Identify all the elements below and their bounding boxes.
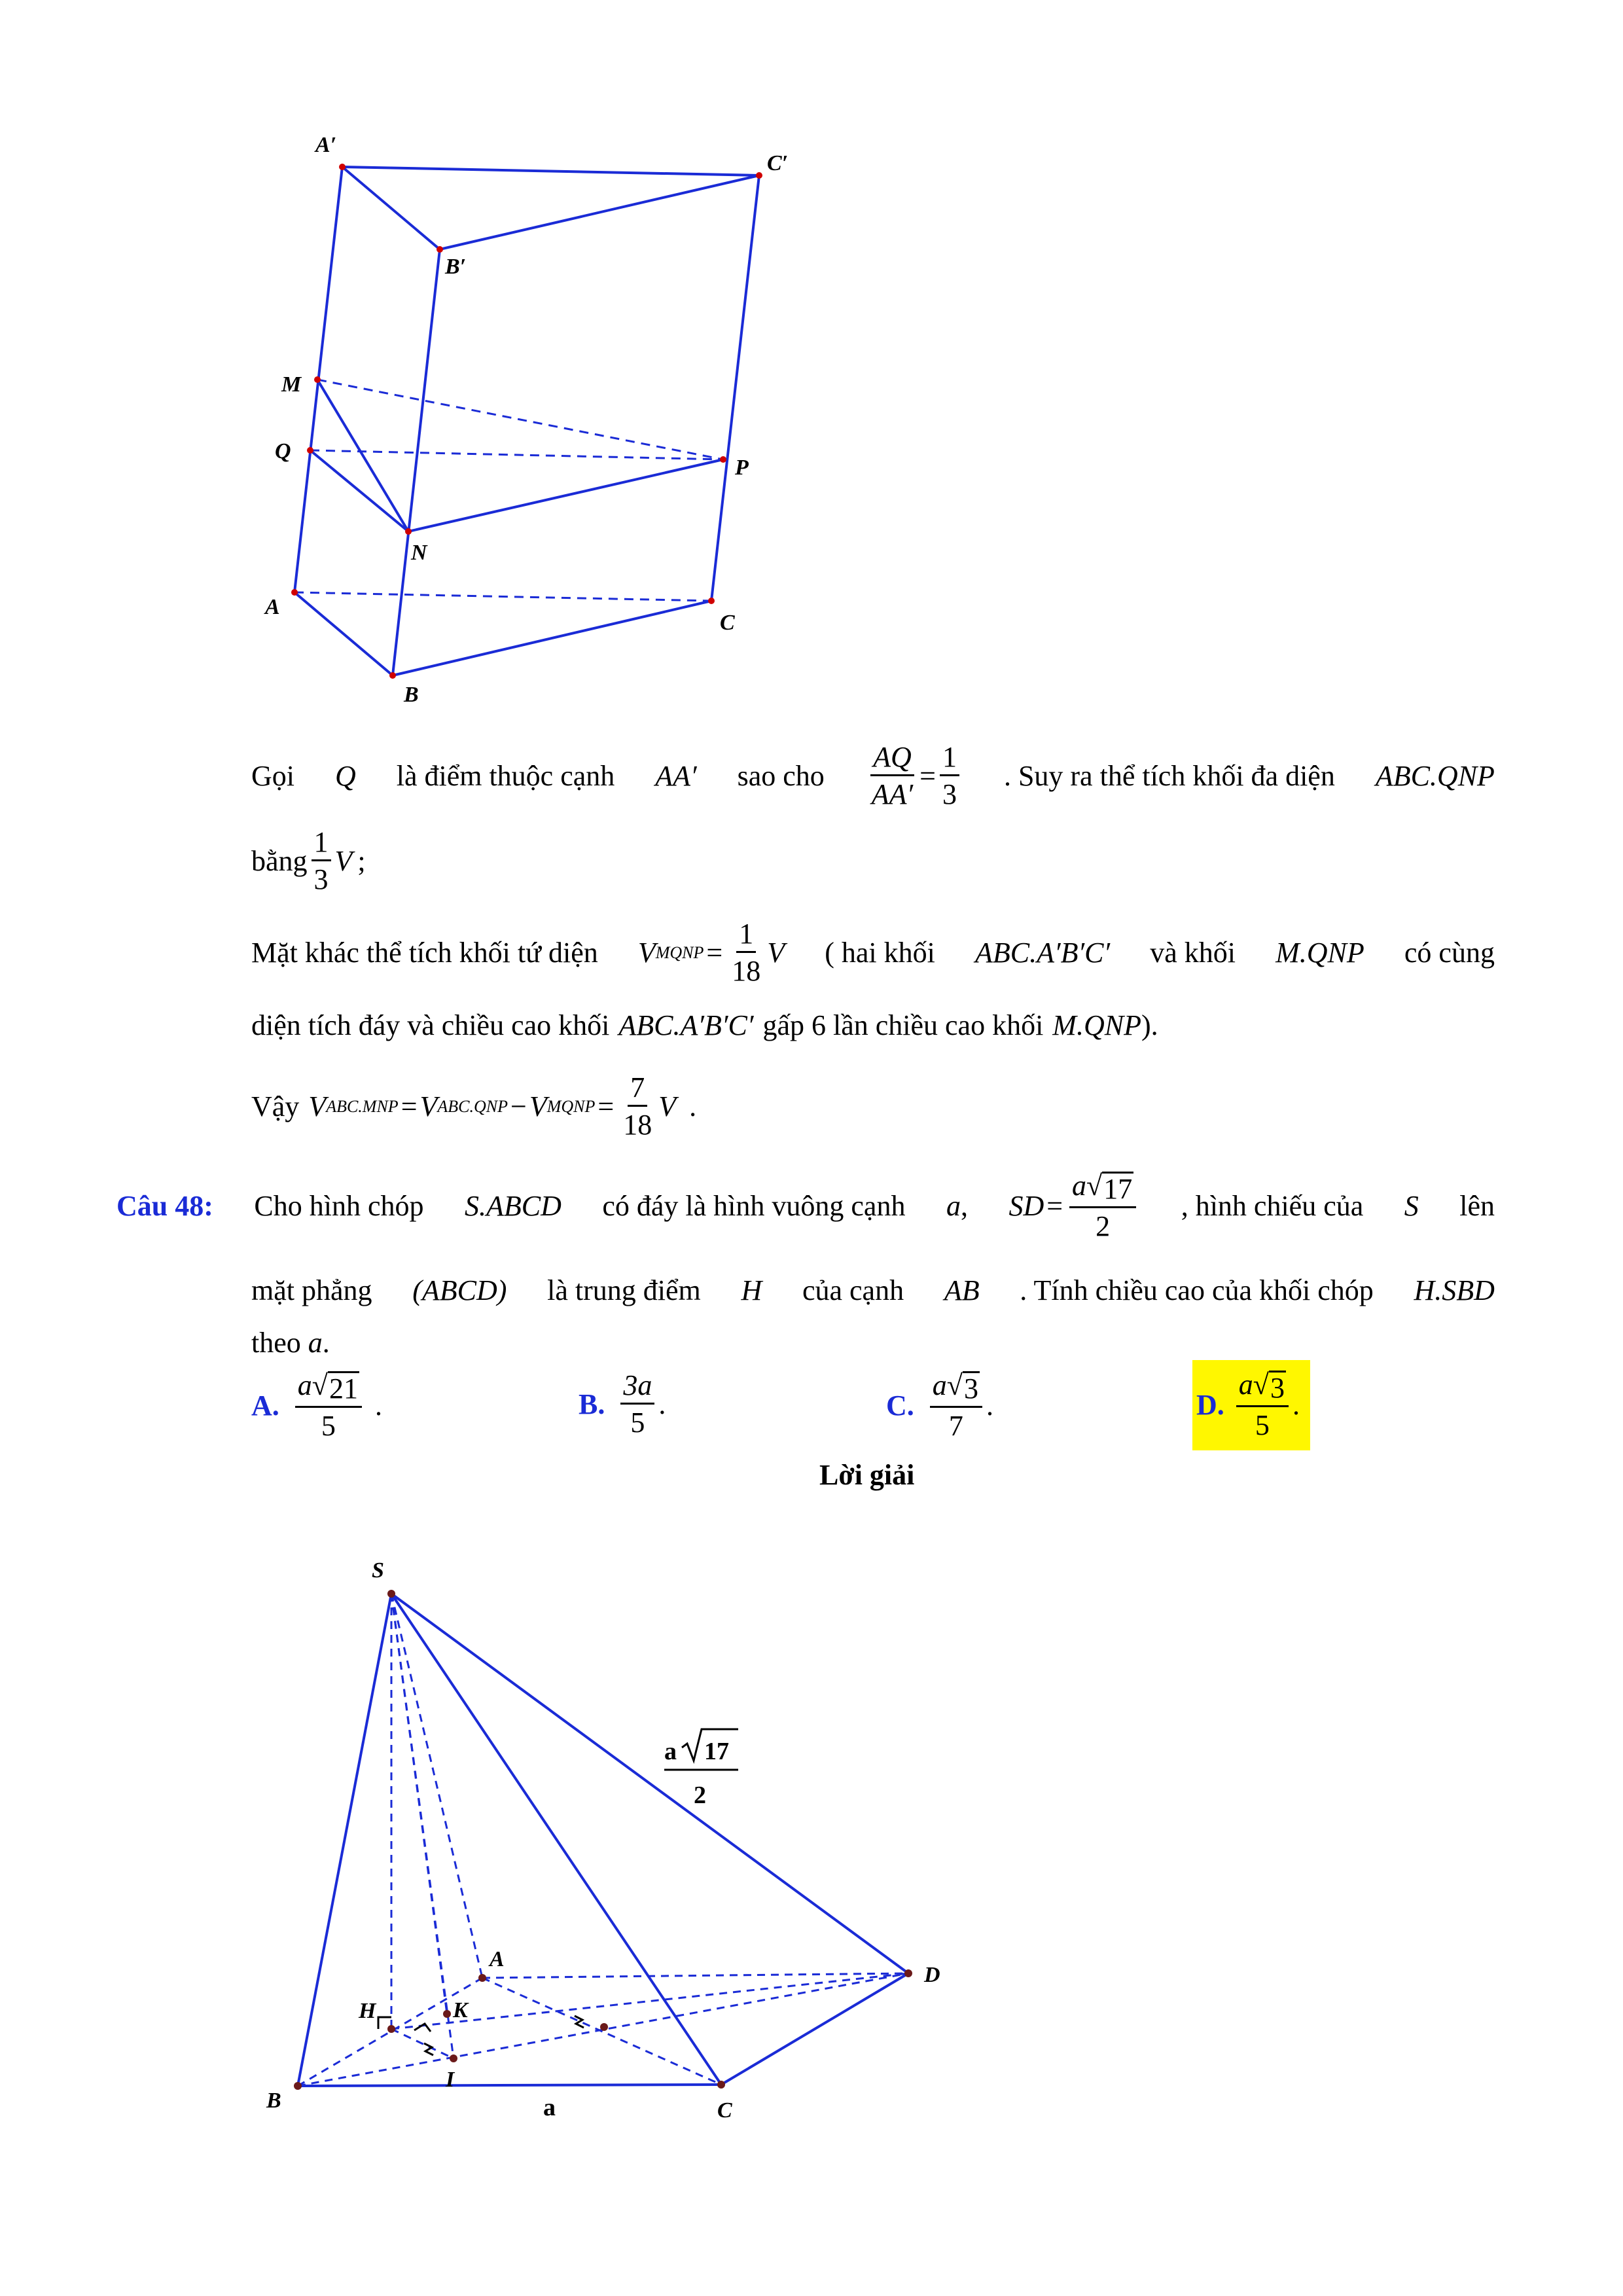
q48-l2-text3: của cạnh [802, 1274, 904, 1306]
q48-l2-text2: là trung điểm [547, 1274, 701, 1306]
sd-label-a: a [664, 1738, 677, 1765]
ratio-num: AQ [870, 743, 914, 776]
label-I: I [446, 2068, 455, 2092]
q48-l3-dot: . [322, 1327, 330, 1359]
solution-title: Lời giải [819, 1459, 915, 1491]
para1-text3: sao cho [737, 759, 825, 792]
q48-SD: SD [1008, 1190, 1044, 1222]
q48-l3-text1: theo [251, 1327, 301, 1359]
label-B2: B [266, 2089, 281, 2113]
q48-sd: SD = a √ 17 2 [1008, 1172, 1140, 1241]
sd-rad: 17 [1103, 1173, 1133, 1205]
answer-b-num: 3a [620, 1371, 654, 1405]
para4-text1: diện tích đáy và chiều cao khối [251, 1009, 610, 1041]
q48-line1 [116, 1172, 1495, 1241]
para3-text1: Mặt khác thể tích khối tứ diện [251, 936, 598, 969]
para1-ratio [865, 743, 963, 809]
q48-HSBD: H.SBD [1414, 1274, 1495, 1306]
para5-text1: Vậy [251, 1090, 300, 1122]
para5-dot: . [689, 1090, 697, 1122]
para3-prism: ABC.A′B′C′ [975, 936, 1111, 969]
para3-den: 18 [732, 955, 761, 987]
answer-d-tail: . [1292, 1389, 1300, 1421]
para2-line [251, 828, 366, 894]
answer-c-label: C. [886, 1390, 914, 1422]
para3-V: V [637, 936, 656, 969]
para1-AA1: AA′ [655, 759, 697, 792]
para5-line [251, 1073, 696, 1139]
label-B-prime: B′ [445, 255, 467, 279]
para3-line [251, 920, 1495, 986]
ratio-den: AA′ [871, 778, 914, 810]
answer-c-den: 7 [948, 1410, 963, 1442]
label-side-a: a [543, 2094, 556, 2121]
sd-den: 2 [1096, 1210, 1111, 1242]
label-P: P [735, 456, 749, 480]
q48-AB: AB [944, 1274, 980, 1306]
q48-text3: , hình chiếu của [1181, 1190, 1364, 1222]
q48-a-group [946, 1192, 968, 1221]
q48-l3-a: a [308, 1327, 323, 1359]
para5-den: 18 [623, 1109, 652, 1141]
label-A: A [265, 595, 280, 619]
answer-b-tail: . [658, 1388, 666, 1420]
label-H: H [359, 1999, 376, 2023]
label-A2: A [490, 1947, 505, 1971]
para3-formula [638, 920, 785, 986]
para3-text4: có cùng [1404, 936, 1495, 969]
para1-text2: là điểm thuộc cạnh [396, 759, 615, 792]
sd-label-rad: 17 [704, 1738, 729, 1765]
answer-a-den: 5 [321, 1410, 336, 1442]
pyramid-figure [255, 1545, 1008, 2147]
ratio-one: 1 [940, 743, 959, 776]
q48-H: H [741, 1274, 762, 1306]
q48-l2-text1: mặt phẳng [251, 1274, 372, 1306]
answer-b-den: 5 [630, 1407, 645, 1439]
para5-V1: V [308, 1090, 327, 1122]
para1-text4: . Suy ra thể tích khối đa diện [1003, 759, 1335, 792]
para2-V: V [334, 844, 353, 877]
para5-sub3: MQNP [546, 1096, 596, 1116]
label-C-prime: C′ [767, 151, 789, 175]
q48-line3 [251, 1329, 330, 1357]
para2-den: 3 [313, 863, 329, 895]
prism-figure [249, 118, 825, 720]
answer-a-num: a [297, 1369, 312, 1401]
answer-d[interactable]: D. a √ 3 5 . [1192, 1360, 1310, 1450]
para2-num: 1 [312, 828, 331, 861]
para3-text2: ( hai khối [825, 936, 935, 969]
para3-V2: V [767, 936, 785, 969]
answer-a-label: A. [251, 1390, 279, 1422]
para1-line [251, 743, 1495, 809]
para4-text2: gấp 6 lần chiều cao khối [762, 1009, 1044, 1041]
answer-c-rad: 3 [963, 1372, 978, 1405]
sd-label-den: 2 [694, 1782, 706, 1809]
answer-c[interactable]: C. a √ 3 7 . [886, 1369, 993, 1442]
sd-a: a [1072, 1170, 1087, 1202]
para5-minus: − [510, 1090, 527, 1122]
para1-Q: Q [334, 759, 356, 792]
ratio-eq: = [919, 759, 936, 792]
label-Q: Q [275, 439, 291, 463]
para3-text3: và khối [1150, 936, 1236, 969]
q48-SABCD: S.ABCD [464, 1190, 562, 1222]
para3-MQNP: M.QNP [1275, 936, 1364, 969]
para5-V2: V [419, 1090, 438, 1122]
label-C: C [720, 611, 735, 635]
para2-semi: ; [357, 844, 366, 877]
answer-d-num: a [1238, 1369, 1253, 1401]
para2-text1: bằng [251, 844, 308, 877]
para4-tail [1052, 1011, 1158, 1040]
para5-V3: V [529, 1090, 547, 1122]
answer-b-label: B. [579, 1388, 605, 1420]
answer-c-tail: . [986, 1390, 993, 1422]
para5-eq1: = [401, 1090, 418, 1122]
para5-sub2: ABC.QNP [437, 1096, 508, 1116]
q48-line2 [251, 1276, 1495, 1305]
para3-num: 1 [736, 920, 756, 953]
para1-text1: Gọi [251, 759, 294, 792]
label-C2: C [717, 2098, 732, 2123]
answer-c-num: a [932, 1369, 947, 1401]
answer-b[interactable] [579, 1371, 666, 1437]
para1-ABCQNP: ABC.QNP [1375, 759, 1495, 792]
answer-a-tail: . [374, 1390, 382, 1422]
answer-d-den: 5 [1255, 1409, 1270, 1441]
q48-comma: , [960, 1190, 968, 1222]
para4-text3: ). [1141, 1009, 1158, 1041]
para4-prism: ABC.A′B′C′ [618, 1009, 754, 1041]
para5-num: 7 [628, 1073, 647, 1107]
para4-line [251, 1011, 1158, 1040]
para3-sub: MQNP [655, 942, 704, 962]
label-D: D [924, 1963, 940, 1987]
q48-S: S [1404, 1190, 1419, 1222]
label-S: S [372, 1558, 384, 1583]
q48-l2-text4: . Tính chiều cao của khối chóp [1020, 1274, 1374, 1306]
label-B: B [404, 683, 419, 707]
answer-d-rad: 3 [1270, 1372, 1285, 1404]
para5-eq2: = [597, 1090, 615, 1122]
answer-d-label: D. [1196, 1389, 1224, 1421]
q48-ABCD: (ABCD) [412, 1274, 507, 1306]
label-K: K [453, 1998, 468, 2022]
q48-text4: lên [1459, 1190, 1495, 1222]
para5-sub1: ABC.MNP [326, 1096, 399, 1116]
label-M: M [281, 372, 302, 397]
q48-label: Câu 48: [116, 1190, 213, 1222]
q48-text1: Cho hình chóp [254, 1190, 424, 1222]
label-A-prime: A′ [315, 133, 337, 157]
answer-a[interactable]: A. a √ 21 5 . [251, 1369, 382, 1442]
answer-a-rad: 21 [329, 1372, 358, 1405]
q48-text2: có đáy là hình vuông cạnh [602, 1190, 906, 1222]
q48-a: a [946, 1190, 961, 1222]
para3-eq: = [706, 936, 723, 969]
ratio-three: 3 [942, 778, 957, 810]
para4-MQNP: M.QNP [1052, 1009, 1141, 1041]
para5-V4: V [658, 1090, 677, 1122]
label-N: N [411, 541, 427, 565]
q48-eq: = [1046, 1190, 1063, 1222]
